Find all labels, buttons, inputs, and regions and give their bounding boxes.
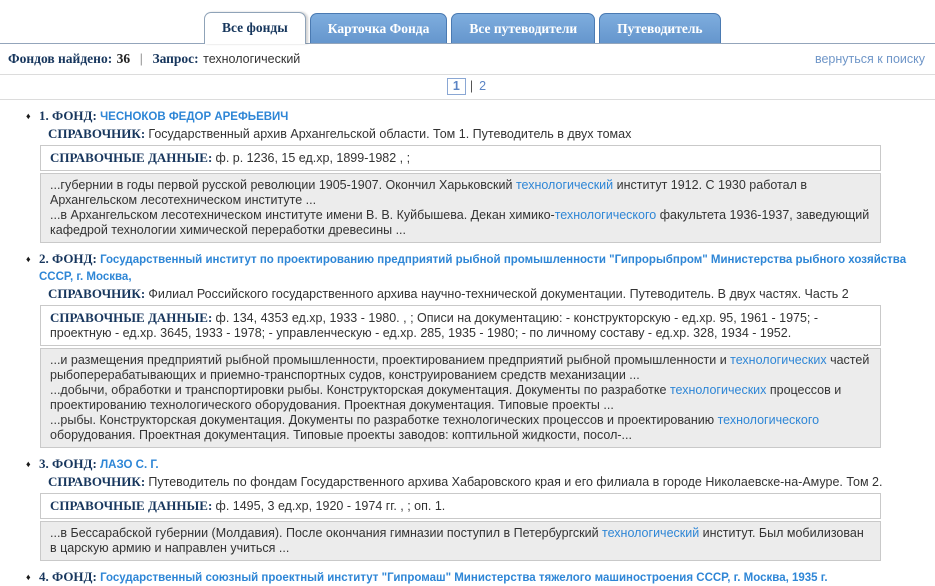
highlighted-query-term: технологический: [602, 526, 700, 540]
tab-3[interactable]: Все путеводители: [451, 13, 595, 43]
fund-title-link[interactable]: Государственный союзный проектный институт "Гипромаш" Министерства тяжелого машиностроения СССР, г. Москва, 1935 г.: [100, 572, 828, 584]
snippet-paragraph: [50, 353, 871, 383]
snippet-paragraph: [50, 208, 871, 238]
fund-title-link[interactable]: ЛАЗО С. Г.: [100, 459, 159, 471]
back-to-search-link[interactable]: вернуться к поиску: [814, 52, 925, 66]
reference-data-text: ф. 1495, 3 ед.хр, 1920 - 1974 гг. , ; оп. 1.: [215, 499, 446, 513]
guide-line: [48, 474, 918, 490]
guide-line: [48, 126, 918, 142]
snippet-text: ...в Архангельском лесотехническом институте имени В. В. Куйбышева. Декан химико-: [50, 208, 555, 222]
snippet-text: ...и размещения предприятий рыбной промышленности, проектированием предприятий рыбной промышленности и: [50, 353, 731, 367]
fund-title-link[interactable]: ЧЕСНОКОВ ФЕДОР АРЕФЬЕВИЧ: [100, 111, 289, 123]
snippet-text: ...рыбы. Конструкторская документация. Документы по разработке технологических процессов и проектированию: [50, 413, 718, 427]
query-value: технологический: [203, 52, 301, 66]
fund-label: 2. ФОНД:: [39, 251, 101, 266]
guide-text: Путеводитель по фондам Государственного архива Хабаровского края и его филиала в городе Николаевске-на-Амуре. Том 2.: [148, 475, 883, 489]
result-title-line: [28, 569, 912, 586]
snippet-text: ...губернии в годы первой русской революции 1905-1907. Окончил Харьковский: [50, 178, 516, 192]
snippet-text: ...в Бессарабской губернии (Молдавия). После окончания гимназии поступил в Петербургский: [50, 526, 603, 540]
result-entry: [28, 569, 935, 586]
query-label: Запрос:: [152, 51, 199, 66]
guide-text: Государственный архив Архангельской области. Том 1. Путеводитель в двух томах: [148, 127, 632, 141]
tab-bar: [0, 0, 935, 44]
snippet-paragraph: [50, 178, 871, 208]
reference-data-text: ф. р. 1236, 15 ед.хр, 1899-1982 , ;: [215, 151, 411, 165]
highlighted-query-term: технологических: [669, 383, 767, 397]
reference-data-box: [40, 493, 881, 519]
reference-data-box: [40, 305, 881, 346]
tab-1[interactable]: Все фонды: [204, 12, 306, 44]
snippet-box: [40, 348, 881, 448]
snippet-paragraph: [50, 413, 871, 443]
divider: |: [139, 51, 143, 66]
result-entry: [28, 108, 935, 243]
reference-data-label: СПРАВОЧНЫЕ ДАННЫЕ:: [50, 498, 216, 513]
result-entry: [28, 251, 935, 448]
fund-label: 3. ФОНД:: [39, 456, 101, 471]
guide-label: СПРАВОЧНИК:: [48, 474, 149, 489]
result-title-line: [28, 251, 912, 285]
reference-data-text: ф. 134, 4353 ед.хр, 1933 - 1980. , ; Описи на документацию: - конструкторскую - ед.хр. 95, 1961 - 1975; - проектную - ед.хр. 3645, 1933 - 1978; - управленческую - ед.хр. 285, 1935 - 1980; - по личному составу - ед.хр. 328, 1934 - 1952.: [50, 311, 819, 340]
reference-data-label: СПРАВОЧНЫЕ ДАННЫЕ:: [50, 150, 216, 165]
snippet-paragraph: [50, 526, 871, 556]
snippet-box: [40, 173, 881, 243]
result-title-line: [28, 456, 912, 473]
snippet-text: процессов и проектированию технологического оборудования. Проектная документация. Типовые проекты ...: [50, 383, 842, 412]
tab-2[interactable]: Карточка Фонда: [310, 13, 448, 43]
results-list: [0, 100, 935, 586]
found-label: Фондов найдено:: [8, 51, 113, 66]
snippet-text: ...добычи, обработки и транспортировки рыбы. Конструкторская документация. Документы по разработке: [50, 383, 670, 397]
bullet-diamond-icon: ♦: [26, 254, 31, 264]
pagination: [0, 75, 935, 100]
snippet-text: институт. Был мобилизован в царскую армию и направлен учиться ...: [50, 526, 864, 555]
reference-data-box: [40, 145, 881, 171]
page-1[interactable]: 1: [447, 78, 466, 95]
snippet-text: факультета 1936-1937, заведующий кафедрой технологии химической переработки древесины ...: [50, 208, 870, 237]
results-summary: [8, 50, 300, 68]
snippet-text: институт 1912. С 1930 работал в Архангельском лесотехническом институте ...: [50, 178, 807, 207]
page-2[interactable]: 2: [479, 79, 487, 93]
guide-line: [48, 286, 918, 302]
snippet-box: [40, 521, 881, 561]
reference-data-label: СПРАВОЧНЫЕ ДАННЫЕ:: [50, 310, 216, 325]
guide-text: Филиал Российского государственного архива научно-технической документации. Путеводитель. В двух частях. Часть 2: [148, 287, 849, 301]
bullet-diamond-icon: ♦: [26, 572, 31, 582]
snippet-paragraph: [50, 383, 871, 413]
tab-4[interactable]: Путеводитель: [599, 13, 720, 43]
highlighted-query-term: технологический: [515, 178, 614, 192]
result-entry: [28, 456, 935, 561]
highlighted-query-term: технологического: [717, 413, 820, 427]
bullet-diamond-icon: ♦: [26, 459, 31, 469]
fund-label: 4. ФОНД:: [39, 569, 101, 584]
bullet-diamond-icon: ♦: [26, 111, 31, 121]
result-title-line: [28, 108, 912, 125]
guide-label: СПРАВОЧНИК:: [48, 286, 149, 301]
guide-label: СПРАВОЧНИК:: [48, 126, 149, 141]
found-count: 36: [116, 51, 131, 66]
fund-title-link[interactable]: Государственный институт по проектированию предприятий рыбной промышленности "Гипрорыбпром" Министерства рыбного хозяйства СССР, г. Москва,: [39, 254, 907, 283]
page-separator: |: [469, 79, 474, 93]
results-header: [0, 44, 935, 75]
highlighted-query-term: технологического: [554, 208, 657, 222]
highlighted-query-term: технологических: [730, 353, 827, 367]
snippet-text: оборудования. Проектная документация. Типовые проекты заводов: коптильной жидкости, посол-...: [50, 428, 632, 442]
snippet-text: частей рыбоперерабатывающих и приемно-транспортных судов, конструированием средств механизации ...: [50, 353, 870, 382]
fund-label: 1. ФОНД:: [39, 108, 101, 123]
